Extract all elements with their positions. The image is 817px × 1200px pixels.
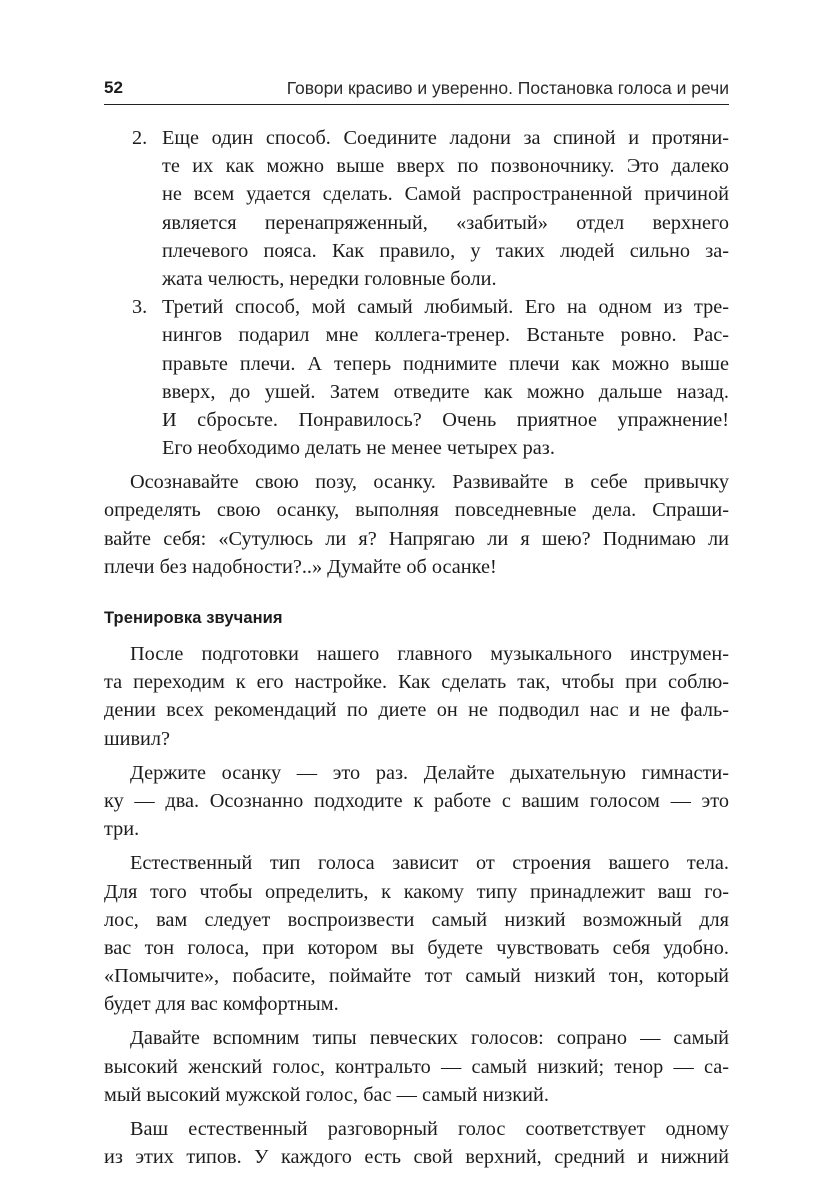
- text-line: дении всех рекомендаций по диете он не подводил нас и не фаль-: [104, 699, 729, 722]
- list-item: [132, 124, 729, 293]
- text-line: жата челюсть, нередки головные боли.: [162, 267, 497, 290]
- paragraph: [104, 1024, 729, 1109]
- paragraph: [104, 468, 729, 581]
- text-line: из этих типов. У каждого есть свой верхний, средний и нижний: [104, 1146, 729, 1169]
- text-line: вайте себя: «Сутулюсь ли я? Напрягаю ли я шею? Поднимаю ли: [104, 527, 729, 550]
- text-line: вверх, до ушей. Затем отведите как можно дальше назад.: [162, 380, 729, 403]
- text-line: мый высокий мужской голос, бас — самый низкий.: [104, 1083, 549, 1106]
- text-line: шивил?: [104, 727, 171, 750]
- text-line: Осознавайте свою позу, осанку. Развивайте в себе привычку: [130, 471, 729, 494]
- text-line: не всем удается сделать. Самой распространенной причиной: [162, 183, 729, 206]
- text-line: высокий женский голос, контральто — самый низкий; тенор — са-: [104, 1055, 729, 1078]
- text-line: Еще один способ. Соедините ладони за спиной и протяни-: [162, 127, 729, 149]
- text-line: правьте плечи. А теперь поднимите плечи как можно выше: [162, 352, 729, 375]
- text-line: три.: [104, 818, 140, 841]
- section-title: Тренировка звучания: [104, 609, 283, 627]
- text-line: И сбросьте. Понравилось? Очень приятное упражнение!: [162, 408, 729, 431]
- text-line: нингов подарил мне коллега-тренер. Встаньте ровно. Рас-: [162, 324, 729, 347]
- paragraph: [104, 640, 729, 753]
- paragraph: [104, 759, 729, 844]
- text-line: Его необходимо делать не менее четырех раз.: [162, 437, 555, 460]
- text-line: плечевого пояса. Как правило, у таких людей сильно за-: [162, 239, 729, 262]
- text-line: та переходим к его настройке. Как сделать так, чтобы при соблю-: [104, 671, 729, 694]
- text-line: Ваш естественный разговорный голос соответствует одному: [130, 1118, 729, 1140]
- text-line: После подготовки нашего главного музыкального инструмен-: [130, 643, 729, 665]
- text-line: Естественный тип голоса зависит от строения вашего тела.: [130, 852, 729, 875]
- text-line: плечи без надобности?..» Думайте об осанке!: [104, 555, 497, 578]
- list-marker: 2.: [132, 127, 148, 149]
- text-line: является перенапряженный, «забитый» отдел верхнего: [162, 211, 729, 234]
- running-title: Говори красиво и уверенно. Постановка голоса и речи: [286, 78, 729, 98]
- list-item: [132, 293, 729, 462]
- text-line: Третий способ, мой самый любимый. Его на одном из тре-: [162, 296, 729, 319]
- paragraph: [104, 849, 729, 1018]
- page-body: [104, 124, 729, 1171]
- page-header: [104, 78, 729, 104]
- text-line: Держите осанку — это раз. Делайте дыхательную гимнасти-: [130, 761, 729, 784]
- paragraph: [104, 1115, 729, 1171]
- header-rule: [104, 104, 729, 105]
- text-line: ку — два. Осознанно подходите к работе с вашим голосом — это: [104, 789, 729, 812]
- text-line: Для того чтобы определить, к какому типу принадлежит ваш го-: [104, 880, 729, 903]
- text-line: лос, вам следует воспроизвести самый низкий возможный для: [104, 908, 729, 931]
- text-line: определять свою осанку, выполняя повседневные дела. Спраши-: [104, 499, 729, 522]
- text-line: вас тон голоса, при котором вы будете чувствовать себя удобно.: [104, 936, 729, 959]
- text-line: те их как можно выше вверх по позвоночнику. Это далеко: [162, 155, 729, 178]
- page-number: 52: [104, 78, 123, 97]
- list-marker: 3.: [132, 296, 148, 319]
- text-line: «Помычите», побасите, поймайте тот самый низкий тон, который: [104, 965, 729, 988]
- text-line: Давайте вспомним типы певческих голосов: сопрано — самый: [130, 1027, 729, 1050]
- text-line: будет для вас комфортным.: [104, 993, 339, 1016]
